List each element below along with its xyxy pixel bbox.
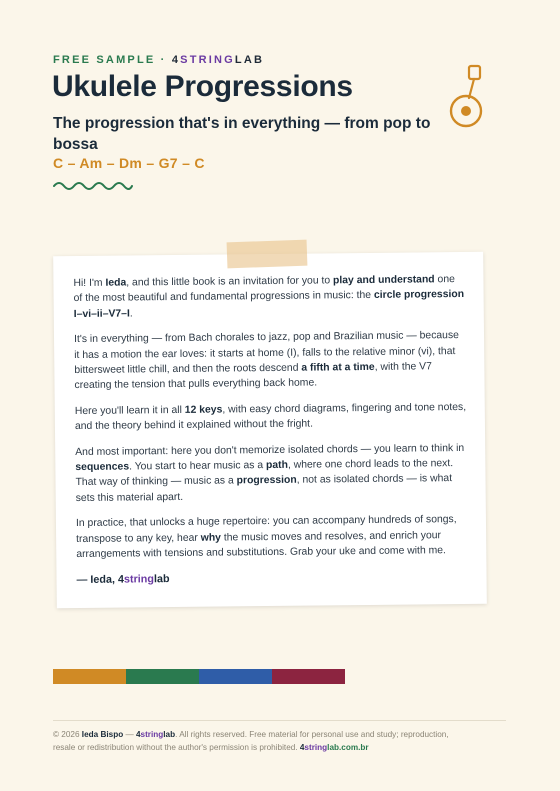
emphasis: circle progression I–vi–ii–V7–I [73,289,465,320]
text: , not as isolated chords — is what sets this material apart. [75,473,453,504]
emphasis: path [265,459,288,472]
intro-paragraph-4 [75,441,468,507]
color-swatch-crimson [272,669,345,684]
text: In practice, that unlocks a huge repertoire: you can accompany hundreds of songs, transpose to any key, hear [75,514,457,545]
site-part: 4 [299,742,305,752]
emphasis: why [200,532,221,544]
emphasis: 12 keys [184,404,223,416]
color-swatch-blue [199,669,272,684]
emphasis: Ieda [105,277,127,289]
emphasis: sequences [75,461,130,474]
emphasis: play and understand [332,274,435,287]
page-title: Ukulele Progressions [52,70,353,103]
color-swatch-orange [53,669,126,684]
page-subtitle: The progression that's in everything — from pop to bossa [53,115,431,153]
text: And most important: here you don't memorize isolated chords — you learn to think in [75,442,465,458]
text: , with the V7 creating the tension that pulls everything back home. [74,361,432,392]
emphasis: a fifth at a time [301,361,375,374]
kicker [53,54,264,66]
color-bar [53,669,345,684]
chord-sequence: C – Am – Dm – G7 – C [53,155,205,171]
brand-string: string [140,730,164,739]
signature-name: — Ieda, [76,573,119,586]
brand-lab: LAB [234,54,265,66]
signature [76,568,468,588]
text: , where one chord leads to the next. That way of thinking — music as a [75,458,454,489]
brand-4: 4 [117,573,125,586]
intro-card-body [73,272,468,598]
brand-4: 4 [135,730,141,739]
brand-4: 4 [171,54,181,66]
footer-divider [53,720,506,721]
site-part: lab.com.br [327,742,369,752]
site-part: string [304,742,328,752]
text: Hi! I'm [73,277,106,290]
footer [53,729,473,755]
author-name: Ieda Bispo [81,730,124,739]
text: . You start to hear music as a [129,460,267,473]
intro-paragraph-5 [76,512,468,562]
text: It's in everything — from Bach chorales to jazz, pop and Brazilian music — because it has a motion the ear loves: it starts at home (I), falls to the relative minor (vi), that bittersweet little chill, and then the roots descend [73,330,459,377]
brand-lab: lab [163,730,176,739]
brand-lab: lab [153,572,170,585]
brand-string: STRING [180,54,235,66]
kicker-label: FREE SAMPLE · [53,54,167,66]
text: the music moves and resolves, and enrich your arrangements with tensions and substitutions. Grab your uke and come with me. [76,529,446,561]
intro-paragraph-2 [74,328,467,394]
text: — [123,730,136,739]
ukulele-icon [447,64,497,134]
rights-text: . All rights reserved. Free material for personal use and study; reproduction, resale or redistribution without the author's permission is prohibited. [53,730,449,752]
emphasis: progression [236,475,297,487]
brand-string: string [123,572,155,586]
squiggle-divider-icon [53,178,133,194]
intro-paragraph-3 [75,400,467,435]
text: . [129,308,133,320]
color-swatch-green [126,669,199,684]
copyright-text: © 2026 [53,730,82,739]
text: Here you'll learn it in all [74,404,185,417]
intro-card [53,252,487,608]
text: , with easy chord diagrams, fingering and tone notes, and the theory behind it explained without the fright. [74,401,467,433]
text: one of the most beautiful and fundamental progressions in music: the [73,274,455,305]
website-link[interactable] [300,743,369,752]
intro-paragraph-1 [73,272,465,322]
tape-strip [227,240,308,269]
text: , and this little book is an invitation for you to [126,275,334,289]
